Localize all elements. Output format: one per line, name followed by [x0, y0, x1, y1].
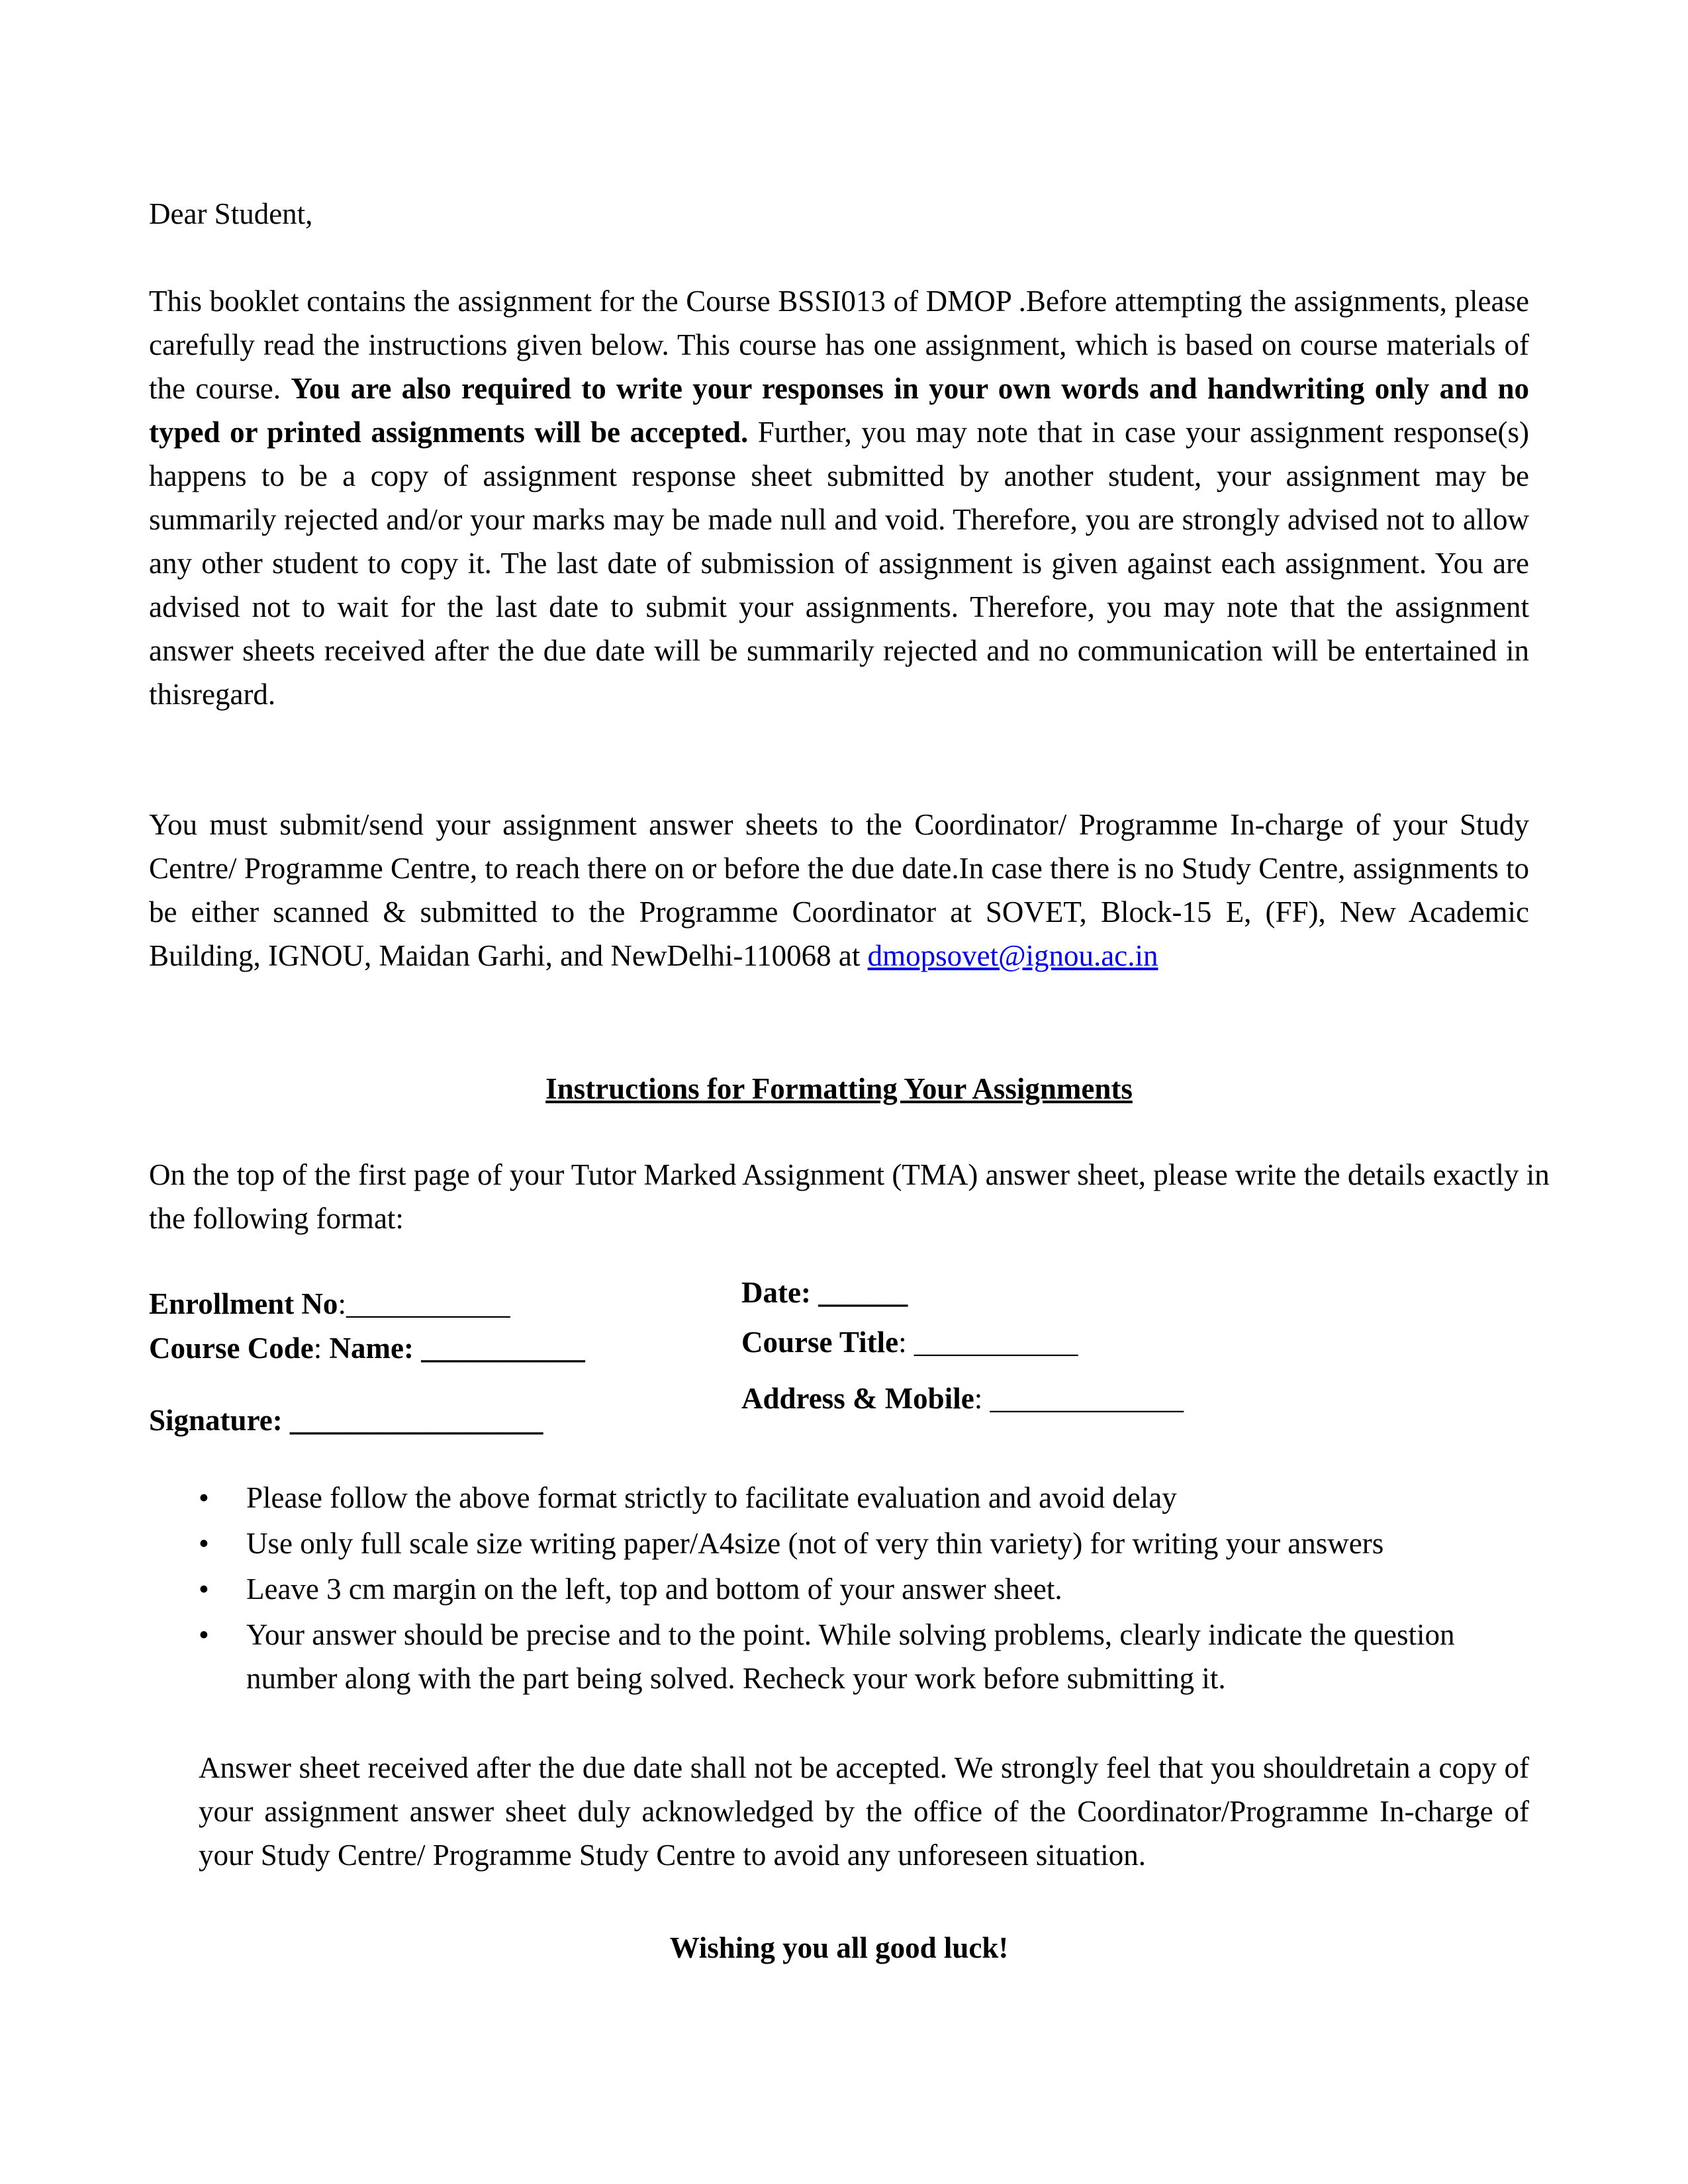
course-title-blank: : ___________: [898, 1326, 1078, 1359]
email-link[interactable]: dmopsovet@ignou.ac.in: [867, 939, 1158, 972]
intro-paragraph: [149, 279, 1529, 716]
name-label: Name: ___________: [329, 1332, 585, 1365]
formatting-heading: Instructions for Formatting Your Assignments: [545, 1072, 1133, 1105]
intro-text-end: Further, you may note that in case your assignment response(s) happens to be a copy of assignment response sheet submitted by another student, your assignment may be summarily rejected and/or your marks may be made null and void. Therefore, you are strongly advised not to allow any other student to copy it. The last date of submission of assignment is given against each assignment. You are advised not to wait for the last date to submit your assignments. Therefore, you may note that the assignment answer sheets received after the due date will be summarily rejected and no communication will be entertained in thisregard.: [149, 416, 1529, 711]
list-item: [199, 1522, 1516, 1565]
list-item: [199, 1567, 1516, 1611]
list-item-text: Your answer should be precise and to the point. While solving problems, clearly indicate the question number along with the part being solved. Recheck your work before submitting it.: [246, 1618, 1455, 1695]
closing-paragraph: Answer sheet received after the due date shall not be accepted. We strongly feel that you shouldretain a copy of your assignment answer sheet duly acknowledged by the office of the Coordinator/Programme In-charge of your Study Centre/ Programme Study Centre to avoid any unforeseen situation.: [199, 1751, 1529, 1872]
course-code-colon: :: [313, 1332, 330, 1365]
enrollment-label: Enrollment No: [149, 1287, 338, 1320]
address-blank: : _____________: [974, 1382, 1184, 1415]
date-field: Date: ______: [741, 1276, 908, 1309]
enrollment-field: [149, 1282, 745, 1326]
good-luck-message: Wishing you all good luck!: [669, 1931, 1009, 1964]
signature-field: Signature: _________________: [149, 1404, 543, 1437]
salutation: Dear Student,: [149, 197, 313, 230]
course-title-label: Course Title: [741, 1326, 899, 1359]
bullet-icon: •: [199, 1618, 209, 1651]
course-code-field: [149, 1326, 745, 1370]
submission-paragraph: [149, 803, 1529, 978]
bullet-icon: •: [199, 1527, 209, 1560]
intro-text-start: This booklet contains the assignment for the Course BSSI013 of DMOP .Before attempting the assignments, please carefully read the instructions given below. This course has one assignment, which is based on course materials of the course.: [149, 285, 1529, 405]
format-intro: On the top of the first page of your Tutor Marked Assignment (TMA) answer sheet, please write the details exactly in the following format:: [149, 1158, 1550, 1235]
address-label: Address & Mobile: [741, 1382, 974, 1415]
course-code-label: Course Code: [149, 1332, 314, 1365]
handwriting-requirement: You are also required to write your responses in your own words and handwriting only and no typed or printed assignments will be accepted.: [149, 372, 1529, 449]
list-item: [199, 1476, 1516, 1520]
bullet-icon: •: [199, 1572, 209, 1606]
list-item-text: Leave 3 cm margin on the left, top and bottom of your answer sheet.: [246, 1572, 1062, 1606]
list-item-text: Please follow the above format strictly to facilitate evaluation and avoid delay: [246, 1481, 1177, 1514]
bullet-icon: •: [199, 1481, 209, 1514]
address-field: [741, 1377, 1403, 1420]
formatting-rules-list: [199, 1476, 1516, 1702]
submission-text: You must submit/send your assignment answer sheets to the Coordinator/ Programme In-charge of your Study Centre/ Programme Centre, to reach there on or before the due date.In case there is no Study Centre, assignments to be either scanned & submitted to the Programme Coordinator at SOVET, Block-15 E, (FF), New Academic Building, IGNOU, Maidan Garhi, and NewDelhi-110068 at: [149, 808, 1529, 972]
list-item-text: Use only full scale size writing paper/A4size (not of very thin variety) for writing your answers: [246, 1527, 1384, 1560]
course-title-field: [741, 1320, 1403, 1364]
enrollment-blank: :___________: [338, 1287, 510, 1320]
list-item: [199, 1613, 1516, 1700]
